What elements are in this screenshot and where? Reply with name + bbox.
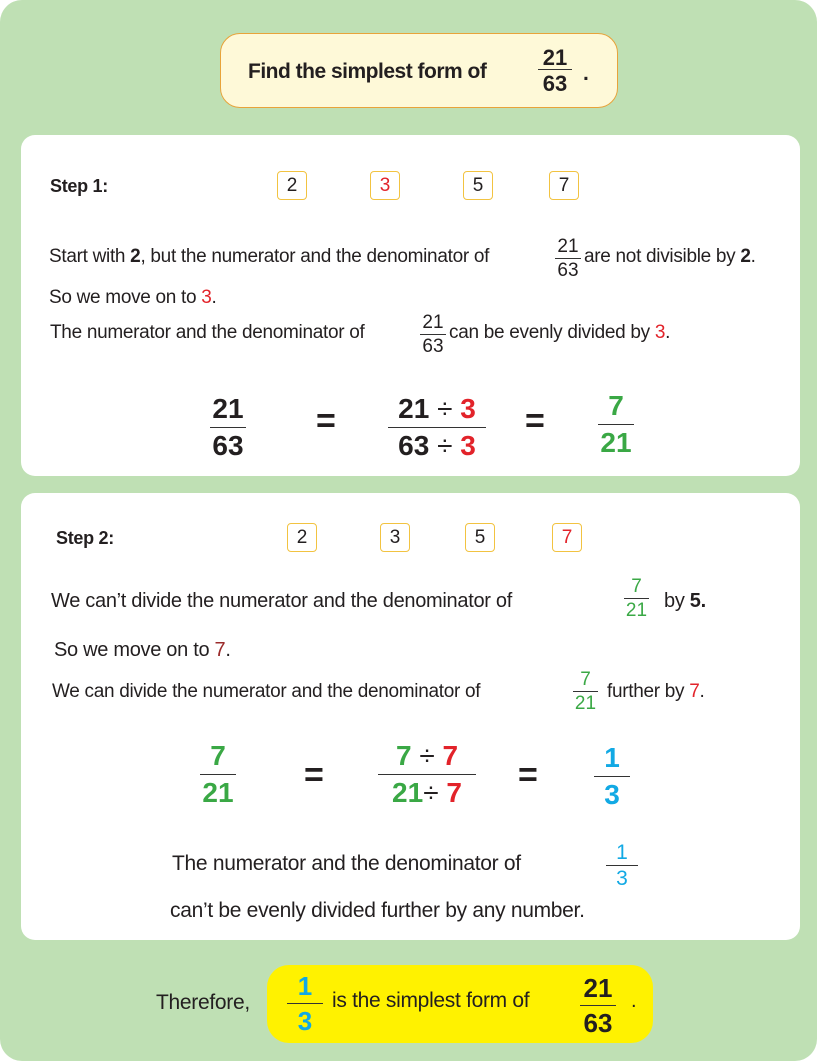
answer-text: is the simplest form of bbox=[332, 989, 530, 1012]
step1-line1 bbox=[49, 246, 489, 268]
candidate-2: 2 bbox=[277, 171, 307, 200]
divide-sign: ÷ bbox=[423, 777, 439, 808]
text: 7 bbox=[442, 740, 459, 771]
denominator: 21 bbox=[202, 777, 234, 808]
numerator bbox=[398, 395, 476, 423]
numerator: 1 bbox=[604, 742, 620, 773]
equals-sign: = bbox=[304, 756, 324, 794]
fraction-7-21 bbox=[573, 670, 598, 713]
fraction-bar bbox=[538, 69, 572, 70]
text: . bbox=[211, 287, 217, 308]
fraction-bar bbox=[594, 776, 630, 777]
text: . bbox=[699, 681, 705, 702]
candidate-3-highlighted: 3 bbox=[370, 171, 400, 200]
fraction-bar bbox=[420, 334, 446, 335]
denominator: 3 bbox=[604, 779, 620, 810]
fraction-bar bbox=[378, 774, 476, 775]
text: , but the numerator and the denominator of bbox=[140, 246, 490, 267]
denominator: 63 bbox=[542, 71, 568, 96]
denominator: 63 bbox=[422, 336, 444, 357]
denominator: 21 bbox=[600, 427, 632, 458]
step2-label: Step 2: bbox=[56, 528, 114, 548]
text: 3 bbox=[201, 287, 212, 308]
text: 2 bbox=[130, 246, 141, 267]
divide-sign: ÷ bbox=[437, 393, 453, 424]
fraction-bar bbox=[624, 598, 649, 599]
numerator: 7 bbox=[580, 669, 591, 690]
text: 3 bbox=[460, 430, 476, 461]
text: 2 bbox=[740, 246, 751, 267]
fraction-1-3 bbox=[606, 842, 638, 889]
question-text: Find the simplest form of bbox=[248, 60, 487, 83]
therefore-label: Therefore, bbox=[156, 991, 250, 1014]
eq1-left-fraction bbox=[210, 395, 246, 460]
answer-fraction bbox=[287, 973, 323, 1034]
candidate-3: 3 bbox=[380, 523, 410, 552]
original-fraction bbox=[580, 975, 616, 1036]
text: 7 bbox=[214, 639, 226, 661]
candidate-7-highlighted: 7 bbox=[552, 523, 582, 552]
equals-sign: = bbox=[316, 402, 336, 440]
numerator: 21 bbox=[583, 973, 613, 1003]
eq1-middle-fraction bbox=[388, 395, 486, 460]
text: can be evenly divided by bbox=[449, 322, 655, 343]
text: So we move on to bbox=[54, 639, 215, 661]
numerator: 7 bbox=[210, 740, 226, 771]
fraction-bar bbox=[555, 258, 581, 259]
fraction-bar bbox=[388, 427, 486, 428]
text: . bbox=[225, 639, 231, 661]
text: by bbox=[664, 590, 690, 612]
text: 3 bbox=[460, 393, 476, 424]
denominator: 3 bbox=[297, 1006, 313, 1036]
step2-line1-end bbox=[664, 590, 706, 613]
text: 63 bbox=[398, 430, 430, 461]
candidate-5: 5 bbox=[463, 171, 493, 200]
numerator: 1 bbox=[616, 841, 628, 864]
fraction-21-63 bbox=[420, 313, 446, 356]
numerator: 7 bbox=[631, 576, 642, 597]
text: 21 bbox=[398, 393, 430, 424]
fraction-bar bbox=[598, 424, 634, 425]
text: 7 bbox=[446, 777, 462, 808]
numerator bbox=[396, 742, 458, 770]
eq2-middle-fraction bbox=[378, 742, 476, 807]
question-fraction bbox=[538, 47, 572, 95]
text: 7 bbox=[689, 681, 700, 702]
denominator: 3 bbox=[616, 867, 628, 890]
equals-sign: = bbox=[518, 756, 538, 794]
text: 5. bbox=[689, 590, 706, 612]
fraction-bar bbox=[287, 1003, 323, 1004]
numerator: 21 bbox=[212, 393, 244, 424]
text: further by bbox=[607, 681, 690, 702]
step2-line3-end bbox=[607, 681, 705, 703]
text: 21 bbox=[392, 777, 424, 808]
step1-label: Step 1: bbox=[50, 176, 108, 196]
eq2-left-fraction bbox=[200, 742, 236, 807]
candidate-5: 5 bbox=[465, 523, 495, 552]
text: . bbox=[750, 246, 756, 267]
fraction-bar bbox=[210, 427, 246, 428]
numerator: 21 bbox=[542, 45, 568, 70]
step1-line2 bbox=[49, 287, 217, 309]
fraction-21-63 bbox=[555, 237, 581, 280]
denominator: 63 bbox=[557, 260, 579, 281]
text: 7 bbox=[395, 740, 412, 771]
fraction-bar bbox=[200, 774, 236, 775]
fraction-bar bbox=[606, 865, 638, 866]
eq1-result-fraction bbox=[598, 392, 634, 457]
text: are not divisible by bbox=[584, 246, 741, 267]
period: . bbox=[631, 990, 637, 1012]
denominator: 21 bbox=[625, 600, 648, 621]
step2-line2 bbox=[54, 639, 231, 662]
candidate-2: 2 bbox=[287, 523, 317, 552]
numerator: 7 bbox=[608, 390, 624, 421]
conclusion-line1: The numerator and the denominator of bbox=[172, 852, 521, 875]
text: Start with bbox=[49, 246, 131, 267]
denominator: 63 bbox=[583, 1008, 613, 1038]
step1-line3: The numerator and the denominator of bbox=[50, 322, 365, 343]
denominator: 63 bbox=[212, 430, 244, 461]
text: . bbox=[665, 322, 671, 343]
step2-line3: We can divide the numerator and the denominator of bbox=[52, 681, 481, 702]
equals-sign: = bbox=[525, 402, 545, 440]
text: So we move on to bbox=[49, 287, 202, 308]
denominator bbox=[398, 432, 476, 460]
fraction-bar bbox=[580, 1005, 616, 1006]
divide-sign: ÷ bbox=[419, 740, 435, 771]
numerator: 1 bbox=[297, 971, 313, 1001]
step1-line1-end bbox=[584, 246, 756, 268]
step2-line1: We can’t divide the numerator and the denominator of bbox=[51, 590, 512, 612]
denominator bbox=[392, 779, 462, 807]
divide-sign: ÷ bbox=[437, 430, 453, 461]
fraction-7-21 bbox=[624, 577, 649, 620]
fraction-bar bbox=[573, 691, 598, 692]
step1-line3-end bbox=[449, 322, 670, 344]
candidate-7: 7 bbox=[549, 171, 579, 200]
conclusion-line2: can’t be evenly divided further by any number. bbox=[170, 899, 585, 922]
denominator: 21 bbox=[574, 693, 597, 714]
numerator: 21 bbox=[422, 312, 444, 333]
period: . bbox=[583, 62, 589, 85]
numerator: 21 bbox=[557, 236, 579, 257]
eq2-result-fraction bbox=[594, 744, 630, 809]
text: 3 bbox=[654, 322, 666, 343]
